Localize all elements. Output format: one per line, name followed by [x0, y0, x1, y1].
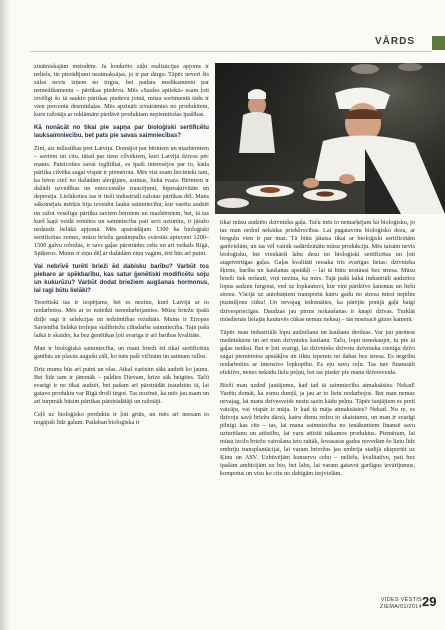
- left-text-column: [34, 63, 209, 432]
- right-text-column: [220, 219, 415, 483]
- interview-question: Vai nebrīvē turēti brieži ēd dabisku barību? Varbūt tos piebaro ar spēkbarību, kas satur ģenētiski modificētu soju un kukurūzu? Varbūt dodat briežiem augšanas hormonus, lai ragi būtu lielāki?: [34, 262, 209, 294]
- page-spine-shadow: [0, 0, 10, 630]
- paragraph: zinātniskajām metodēm. Ja konkrēto zāļu realizācijas apjoms ir neliels, tie pierādījumi neatmaksājas, jo ir par dārgu. Tāpēc neveri šīs zāles nevis izņem no tirgus, bet padara medikamentu par nemedikamentu – pārtikas piedevu. Mēs «Saules aptiekā» esam ļoti izvēlīgi šo tā saukto pārtikas piedevu jomā, mūsu sortimentā tādu ir vien procenta desmitdaļas. Mēs apzināti izvairāmies no produktiem, kuru ražotājs ar reklāmām piedāvē produktam nepiemītošas īpašības.: [34, 63, 209, 119]
- chef-photo: [215, 63, 445, 214]
- chef-photo-illustration: [215, 63, 445, 214]
- paragraph: Drīz mums būs arī putni un olas. Atkal varēsim sākt audzēt ko jaunu. Bet līdz tam ir jānonāk – paldies Dievam, krīze sāk beigties. Tačū svarīgi ir ne tikai audzēt, bet pašam arī pārstrādāt izaudzēto tā, lai gatavo produktu var Rīgā drošī tirgot. Tas nozīmē, ka mēs jau esam un arī turpmāk būsim pārtikas pārstrādātāji un ražotāji.: [34, 365, 209, 405]
- paragraph: Zini, aiz mīlestības pret Latviju. Domājot par bērniem un mazbērniem – saviem un citu, tātad par tiem cilvēkiem, kuri Latvijā dzīvos pēc manis. Pateicoties savai izglītībai, es īpaši interesējos par to, kāda pārtika cilvēka sugai vispār ir piemērota. Mēs visi esam liecinieki tam, ka bērni ciež no dažādām alerģijām, astmas, liekā svara. Bērniem ir dažādi uzvedības un emocionālie traucējumi, hiperaktivitāte un depresija. Lielākoties tas ir tieši industriāli ražotas pārtikas dēļ. Mans sākotnējais mērķis bija izveidot lauku saimniecību, kur varētu audzēt un ražot veselīgu pārtiku saviem bērniem un mazbērniem, bet, tā tas kurš kaŗā veidā rentētos un saimniecība pati sevi uzturētu, ir jāražo nedaudz lielākā apjomā. Mēs apstrādājam 1300 ha bioloģiski sertificētas zemes, mūsu briežu ganāmpulks svārstās aptuveni 1200–1500 galvu robežās, ir savs gaļas pārstrādes cehs un arī veikals Rīgā, Spīķeros. Mums ir ziņu dēļ ar dažādām ziņu vagām, ērtī būs arī putni.: [34, 145, 209, 257]
- interview-question: Kā nonācāt no tikai pie sapņa par bioloģiski sertificētu lauksaimniecību, bet pats pie savas saimniecības?: [34, 124, 209, 140]
- paragraph: Ceļš uz bioloģisko produktu ir ļoti grūts, un mēs arī neesam to nogājuši līdz galam. Patlaban bioloģiska ir: [34, 410, 209, 427]
- paragraph: tikai mūsu audzēto dzīvnieku gaļa. Taču mēs to nemarķējam kā bioloģisku, jo tas man nedod nekādas priekšrocības. Lai pagatavotu bioloģisko desu, ar bioguļu vien ir par maz. Tā būtu jātaisa tikai ar bioloģiski sertificētām garšvielām, un tas vēl vairāk sadārdzinātu mūsu produkciju. Mēs taisām nevis bioloģisku, bet vienkārši labu desu no bioloģiski sertificētas un ļoti augstvērtīgas gaļas. Gaļas kvalitāti nosaka trīs svarīgas lietas: dzīvnieka šķirne, barība un kaušanas apstākļi – lai tā būtu nostāusi bez stresa. Mūsu brieži tiek nošauti, viņi nezina, ka mirs. Tajā pašā laikā industriāli audzētos lopus sadzen furgonā, ved uz lopkautuvi, kur viņi pārdzīvo šausmas un lielu stresu. Vācijā uz autobāņiem transportā katru gadu no stresa mirst nepilns pusmiljons cūku! Un nevajag iedomāties, ka pārējās ponijā gaļā baigi dzīvespriecīgās. Daudzas jau pirms nokaušanas ir knapi dzīvas. Turklāt mūsdienās lielajās kautuvēs cūkas nemaz nekauj – tās nosmacē gāzes kamerā.: [220, 219, 415, 323]
- magazine-footer: [367, 597, 422, 611]
- paragraph: Man ir bioloģiskā saimniecība, un mani brieži ēd tikai sertificētās ganībās un plavās augušu zāli, ko mēs paši vīčinām un satinam rullos.: [34, 344, 209, 360]
- section-color-bar: [432, 36, 445, 50]
- paragraph: Tāpēc man industriālā lopu audzēšana un kaušana derdzas. Var jau pārmest medniekiem un arī man dzīvnieku šaušanu. Taču, lopu nenokaujot, tu pie tā gaļas netiksi. Bet ir ļoti svarīgi, lai dzīvnieks dzīvotu dzīvnieka cienīgu dzīvi sugai piemērotos apstākļos un tiktu izpemts no dabas bez stresa. Es negribu nodarboties ar intensīvo lopkopību. Es eju savu ceļu. Tas nav finansiāli efektīvs, nenes nekādu lielu peļņu, bet tas pieder pie mana dzīvesveida.: [220, 328, 415, 376]
- page-number: 29: [422, 594, 437, 609]
- paragraph: Teorētiski tas ir iespējams, bet es nezinu, kurš Latvijā ar to nodarbotos. Mēs ar to noteikti nenodarbojamies. Mūsu briežu īpašā dzīļe ragi ir selekcijas un iedzimtības rezultāts. Mums ir Eiropas Savienībā lielākā trofejas staltbriežu ciltsdarba saimniecība. Tajā pašā laikā ir skaidrs, ka bez ģenētikas ļoti svarīga ir arī barības kvalitāte.: [34, 299, 209, 339]
- section-label: VĀRDS: [374, 36, 415, 47]
- issue-label: ZIEMA/01/2014: [379, 604, 422, 610]
- paragraph: Bieži man uzdod jautājumu, kad tad tā saimniecība atmaksāsies. Nekad! Varētu domāt, ka esmu dumjš, ja jau ar to lietu nodarbojos. Bet man nemaz nevajag, lai mans dzīvesveids nestu sazin kādu peļņu. Tāpēc taujājiem es pretī vaicāju, vai vispār ir māja. Ir kad tā māja atmaksāsies? Nekad. Nu re, es dzīvoju savā briežu dārzā, katru dienu redzu to skaistumu, un man ir svarīgi pilnīgi kas cits – tas, lai mana saimniecība no ienākumiem finansē savu uzturēšanu un attīstību, lai varu attīstīt nākamos produktus. Piemēram, lai mūsu izcilo briežu vairošana ietu raitāk, šovasaras gados novedām šo lietu līdz embriju transplantācijai, lai varam brieržus jau embrija stadijā eksportēt uz Ķīnu un ASV. Uzbūvējām konservu cehu – nelielu, kvalitatīvu, pati bez īpašām ambīcijām uz bio, bet labu, lai varam gatavot garšīgus ievārījumus, kompotus un visu ko citu no dabīgām izejvielām.: [220, 381, 415, 478]
- header-rule: [30, 51, 432, 52]
- magazine-name: VIDES VĒSTIS: [380, 597, 422, 603]
